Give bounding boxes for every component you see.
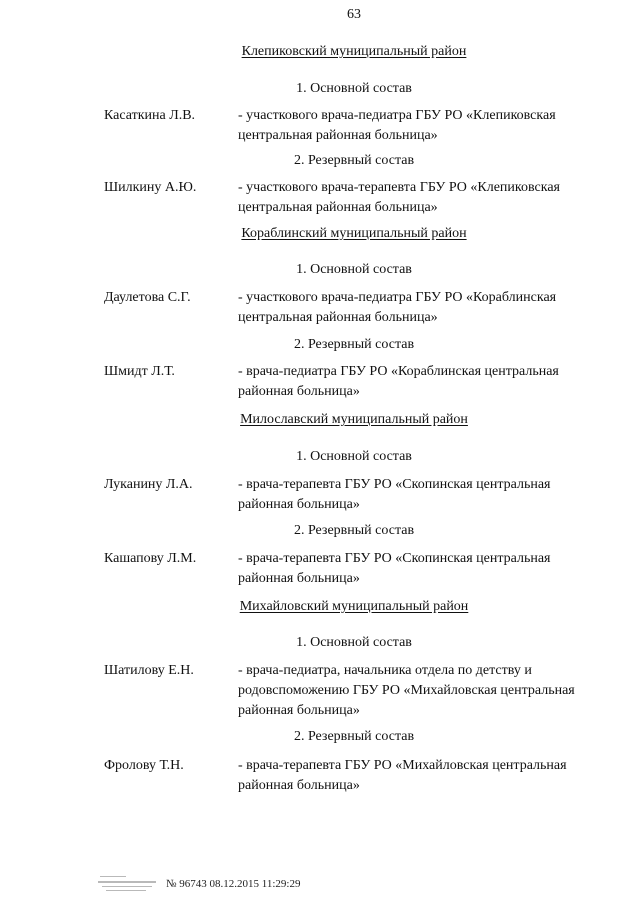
main-composition-title: 1. Основной состав [296, 449, 412, 464]
district-title: Кораблинский муниципальный район [241, 226, 467, 241]
page-number: 63 [347, 7, 361, 22]
reserve-composition-title: 2. Резервный состав [293, 337, 415, 352]
district-title: Клепиковский муниципальный район [241, 44, 467, 59]
district-title: Михайловский муниципальный район [239, 599, 469, 614]
district-title: Милославский муниципальный район [240, 412, 468, 427]
person-name: Касаткина Л.В. [104, 108, 196, 123]
reserve-composition-title: 2. Резервный состав [293, 523, 415, 538]
reserve-composition-title: 2. Резервный состав [293, 729, 415, 744]
person-description: - врача-педиатра ГБУ РО «Кораблинская центральная районная больница» [238, 364, 559, 399]
main-composition-title: 1. Основной состав [296, 635, 412, 650]
person-description: - врача-терапевта ГБУ РО «Скопинская центральная районная больница» [238, 551, 551, 586]
person-description: - врача-терапевта ГБУ РО «Скопинская центральная районная больница» [238, 477, 551, 512]
person-description: - врача-педиатра, начальника отдела по детству и родовспоможению ГБУ РО «Михайловская центральная районная больница» [238, 663, 575, 718]
registration-stamp-icon [98, 874, 160, 894]
main-composition-title: 1. Основной состав [296, 81, 412, 96]
person-name: Даулетова С.Г. [104, 290, 191, 305]
person-description: - участкового врача-педиатра ГБУ РО «Клепиковская центральная районная больница» [238, 108, 556, 143]
person-name: Кашапову Л.М. [104, 551, 197, 566]
person-name: Шмидт Л.Т. [104, 364, 175, 379]
reserve-composition-title: 2. Резервный состав [293, 153, 415, 168]
person-name: Шилкину А.Ю. [104, 180, 197, 195]
registration-number: № 96743 08.12.2015 11:29:29 [166, 878, 301, 890]
person-description: - врача-терапевта ГБУ РО «Михайловская центральная районная больница» [238, 758, 567, 793]
main-composition-title: 1. Основной состав [296, 262, 412, 277]
person-name: Шатилову Е.Н. [104, 663, 194, 678]
person-name: Луканину Л.А. [104, 477, 193, 492]
person-description: - участкового врача-терапевта ГБУ РО «Клепиковская центральная районная больница» [238, 180, 560, 215]
person-description: - участкового врача-педиатра ГБУ РО «Кораблинская центральная районная больница» [238, 290, 557, 325]
person-name: Фролову Т.Н. [104, 758, 184, 773]
